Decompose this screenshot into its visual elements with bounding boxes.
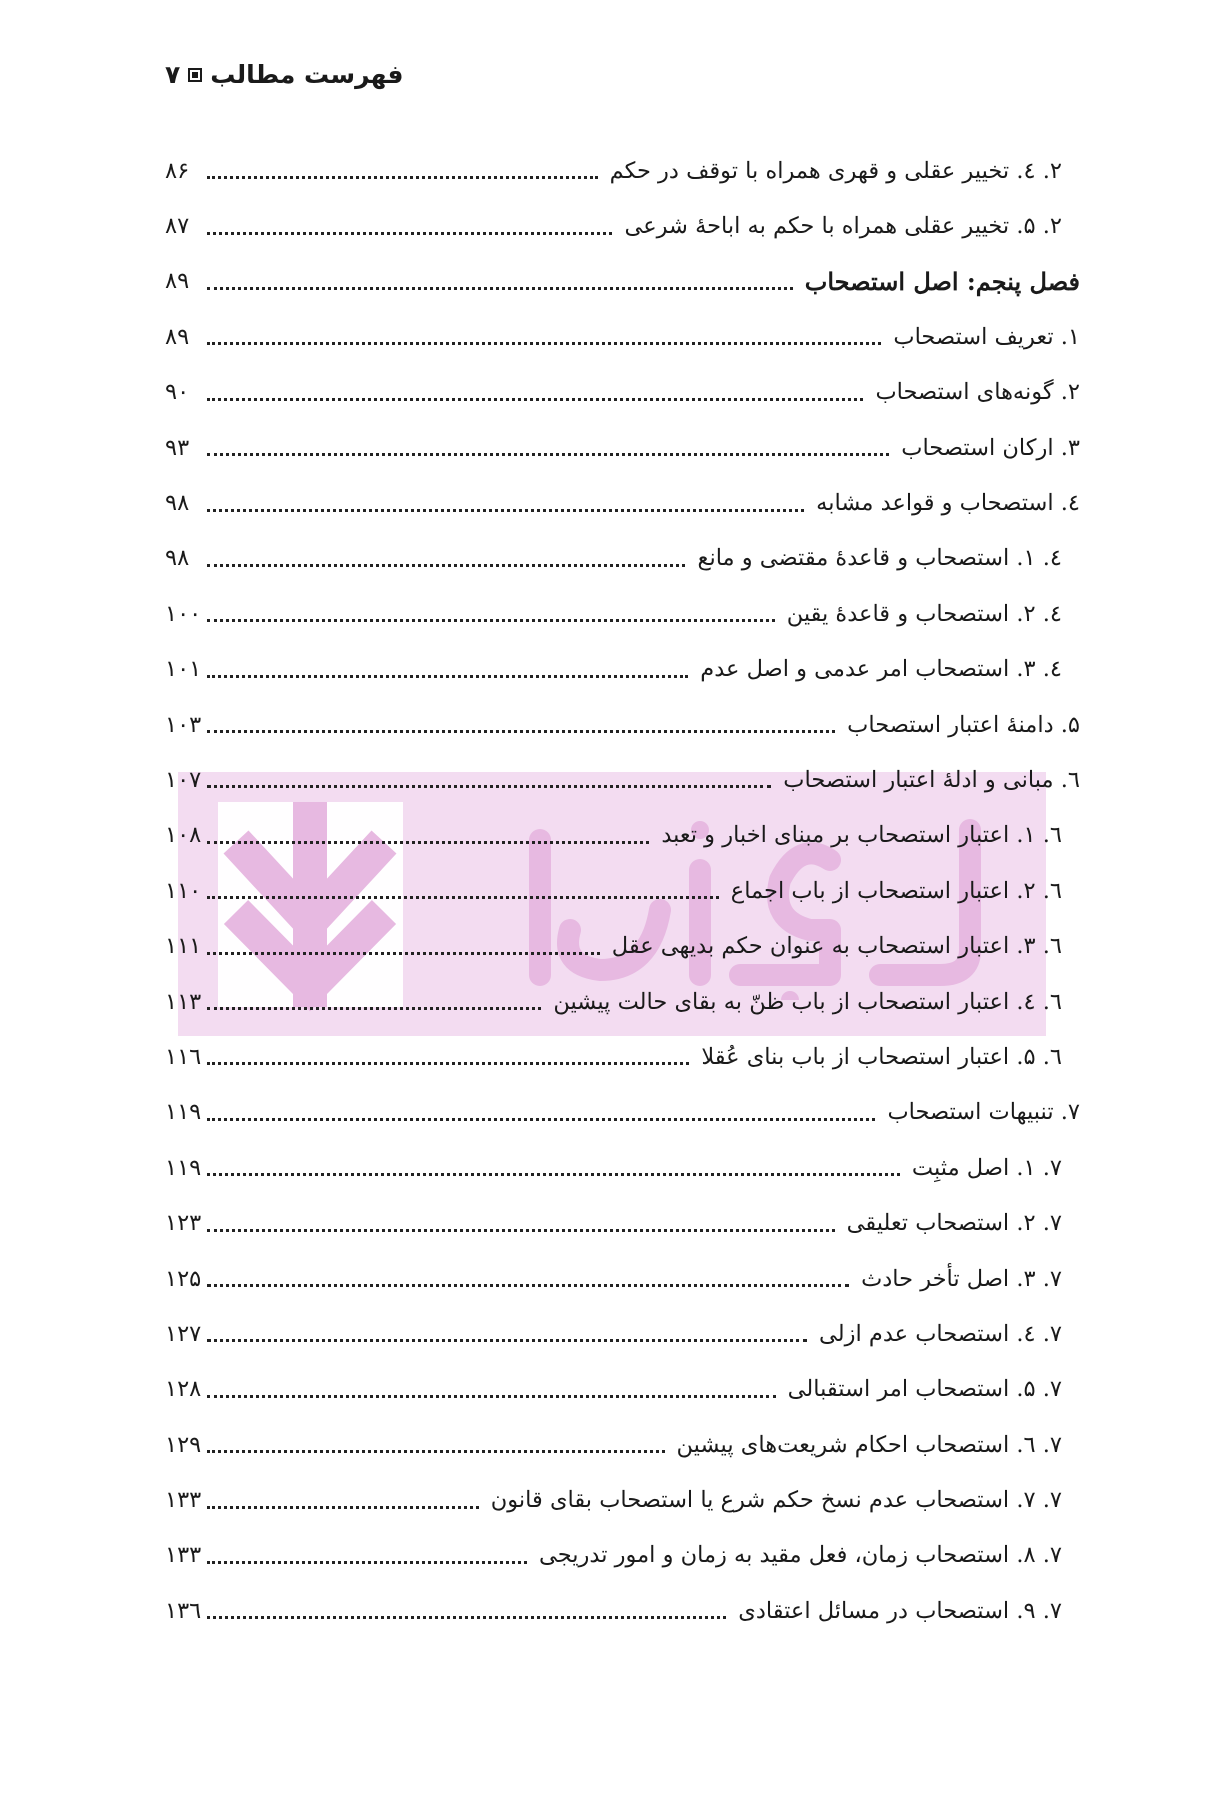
toc-row[interactable]	[165, 1417, 1080, 1472]
toc-entry-title: ٦. مبانی و ادلهٔ اعتبار استصحاب	[783, 766, 1080, 793]
toc-entry-page: ۸۹	[165, 323, 190, 350]
toc-entry-page: ۹۰	[165, 379, 190, 406]
toc-entry-title: ۱. تعریف استصحاب	[893, 323, 1080, 350]
page-header	[165, 60, 404, 89]
toc-entry-page: ۸۹	[165, 268, 190, 295]
toc-chapter-row[interactable]	[165, 254, 1080, 309]
toc-row[interactable]	[165, 143, 1080, 198]
toc-entry-page: ۱۳٦	[165, 1597, 202, 1624]
dot-leader	[207, 174, 598, 179]
toc-entry-title: ۷. ۵. استصحاب امر استقبالی	[787, 1376, 1062, 1403]
toc-row[interactable]	[165, 420, 1080, 475]
dot-leader	[207, 451, 889, 456]
toc-entry-page: ۱۰۰	[165, 600, 202, 627]
toc-row[interactable]	[165, 1029, 1080, 1084]
dot-leader	[207, 1504, 479, 1509]
toc-row[interactable]	[165, 1195, 1080, 1250]
toc-entry-title: فصل پنجم: اصل استصحاب	[804, 266, 1080, 296]
toc-entry-title: ۵. دامنهٔ اعتبار استصحاب	[847, 711, 1080, 738]
dot-leader	[207, 1393, 776, 1398]
dot-leader	[207, 1227, 835, 1232]
toc-entry-page: ۹۳	[165, 434, 190, 461]
toc-row[interactable]	[165, 974, 1080, 1029]
toc-entry-page: ۱۱۳	[165, 988, 202, 1015]
toc-entry-page: ۱۲۸	[165, 1376, 202, 1403]
toc-row[interactable]	[165, 198, 1080, 253]
toc-row[interactable]	[165, 697, 1080, 752]
toc-entry-title: ۷. ۷. استصحاب عدم نسخ حکم شرع یا استصحاب بقای قانون	[490, 1487, 1062, 1514]
toc-row[interactable]	[165, 309, 1080, 364]
toc-entry-title: ۲. ٤. تخییر عقلی و قهری همراه با توقف در حکم	[609, 157, 1062, 184]
dot-leader	[207, 1448, 665, 1453]
header-square-icon	[188, 68, 202, 82]
toc-entry-page: ۱۳۳	[165, 1487, 202, 1514]
toc-entry-page: ۱۳۳	[165, 1542, 202, 1569]
toc-entry-title: ٤. ۱. استصحاب و قاعدهٔ مقتضی و مانع	[697, 545, 1062, 572]
dot-leader	[207, 507, 804, 512]
dot-leader	[207, 1060, 689, 1065]
toc-entry-page: ۸۶	[165, 157, 190, 184]
toc-entry-page: ۱۱۰	[165, 877, 202, 904]
dot-leader	[207, 1337, 807, 1342]
dot-leader	[207, 673, 688, 678]
toc-row[interactable]	[165, 1306, 1080, 1361]
toc-row[interactable]	[165, 1085, 1080, 1140]
toc-row[interactable]	[165, 918, 1080, 973]
dot-leader	[207, 728, 835, 733]
toc-entry-title: ۲. ۵. تخییر عقلی همراه با حکم به اباحهٔ شرعی	[624, 213, 1062, 240]
toc-row[interactable]	[165, 531, 1080, 586]
toc-row[interactable]	[165, 1472, 1080, 1527]
toc-entry-title: ۷. ۲. استصحاب تعلیقی	[846, 1210, 1062, 1237]
toc-row[interactable]	[165, 1528, 1080, 1583]
dot-leader	[207, 617, 775, 622]
dot-leader	[207, 894, 719, 899]
toc-entry-title: ٤. ۳. استصحاب امر عدمی و اصل عدم	[700, 656, 1062, 683]
dot-leader	[207, 1559, 527, 1564]
toc-entry-page: ۱۲۹	[165, 1431, 202, 1458]
toc-entry-title: ٤. استصحاب و قواعد مشابه	[816, 490, 1080, 517]
dot-leader	[207, 285, 793, 290]
toc-row[interactable]	[165, 1140, 1080, 1195]
toc-entry-title: ٦. ۱. اعتبار استصحاب بر مبنای اخبار و تعبد	[661, 822, 1062, 849]
dot-leader	[207, 839, 649, 844]
toc-entry-title: ۷. ٤. استصحاب عدم ازلی	[819, 1320, 1062, 1347]
toc-row[interactable]	[165, 642, 1080, 697]
toc-entry-page: ۱۱۹	[165, 1099, 202, 1126]
toc-entry-title: ۷. ۹. استصحاب در مسائل اعتقادی	[738, 1597, 1062, 1624]
toc-entry-title: ۳. ارکان استصحاب	[901, 434, 1080, 461]
dot-leader	[207, 1005, 541, 1010]
dot-leader	[207, 340, 881, 345]
dot-leader	[207, 783, 771, 788]
toc-entry-title: ٦. ۳. اعتبار استصحاب به عنوان حکم بدیهی عقل	[611, 933, 1062, 960]
dot-leader	[207, 1614, 726, 1619]
dot-leader	[207, 396, 863, 401]
toc-entry-title: ٦. ٤. اعتبار استصحاب از باب ظنّ به بقای حالت پیشین	[553, 988, 1062, 1015]
toc-entry-page: ۱۰۳	[165, 711, 202, 738]
toc-entry-page: ۱۱٦	[165, 1043, 202, 1070]
header-page-number: ۷	[165, 60, 181, 89]
toc-entry-page: ۱۱۱	[165, 933, 202, 960]
toc-entry-page: ۱۰۱	[165, 656, 202, 683]
toc-entry-title: ۲. گونه‌های استصحاب	[875, 379, 1080, 406]
toc-entry-title: ۷. ۱. اصل مثبِت	[911, 1154, 1062, 1181]
toc-entry-title: ۷. ۳. اصل تأخر حادث	[861, 1265, 1062, 1292]
toc-entry-title: ٦. ۲. اعتبار استصحاب از باب اجماع	[730, 877, 1062, 904]
toc-entry-page: ۱۲۷	[165, 1320, 202, 1347]
dot-leader	[207, 1116, 875, 1121]
header-title: فهرست مطالب	[210, 60, 404, 89]
toc-entry-page: ۹۸	[165, 545, 190, 572]
toc-entry-title: ٦. ۵. اعتبار استصحاب از باب بنای عُقلا	[701, 1043, 1062, 1070]
toc-entry-title: ۷. تنبیهات استصحاب	[887, 1099, 1080, 1126]
table-of-contents	[165, 143, 1080, 1639]
toc-entry-page: ۱۰۸	[165, 822, 202, 849]
toc-row[interactable]	[165, 1362, 1080, 1417]
toc-entry-title: ۷. ۸. استصحاب زمان، فعل مقید به زمان و امور تدریجی	[539, 1542, 1062, 1569]
dot-leader	[207, 950, 600, 955]
toc-row[interactable]	[165, 752, 1080, 807]
toc-row[interactable]	[165, 1583, 1080, 1638]
dot-leader	[207, 230, 612, 235]
toc-row[interactable]	[165, 1251, 1080, 1306]
toc-entry-page: ۸۷	[165, 213, 190, 240]
toc-entry-title: ٤. ۲. استصحاب و قاعدهٔ یقین	[786, 600, 1062, 627]
toc-entry-title: ۷. ٦. استصحاب احکام شریعت‌های پیشین	[676, 1431, 1062, 1458]
toc-entry-page: ۹۸	[165, 490, 190, 517]
toc-entry-page: ۱۰۷	[165, 766, 202, 793]
toc-entry-page: ۱۲۳	[165, 1210, 202, 1237]
toc-entry-page: ۱۱۹	[165, 1154, 202, 1181]
dot-leader	[207, 1171, 900, 1176]
toc-row[interactable]	[165, 365, 1080, 420]
toc-row[interactable]	[165, 586, 1080, 641]
dot-leader	[207, 562, 685, 567]
toc-row[interactable]	[165, 475, 1080, 530]
toc-entry-page: ۱۲۵	[165, 1265, 202, 1292]
toc-row[interactable]	[165, 808, 1080, 863]
toc-row[interactable]	[165, 863, 1080, 918]
dot-leader	[207, 1282, 849, 1287]
